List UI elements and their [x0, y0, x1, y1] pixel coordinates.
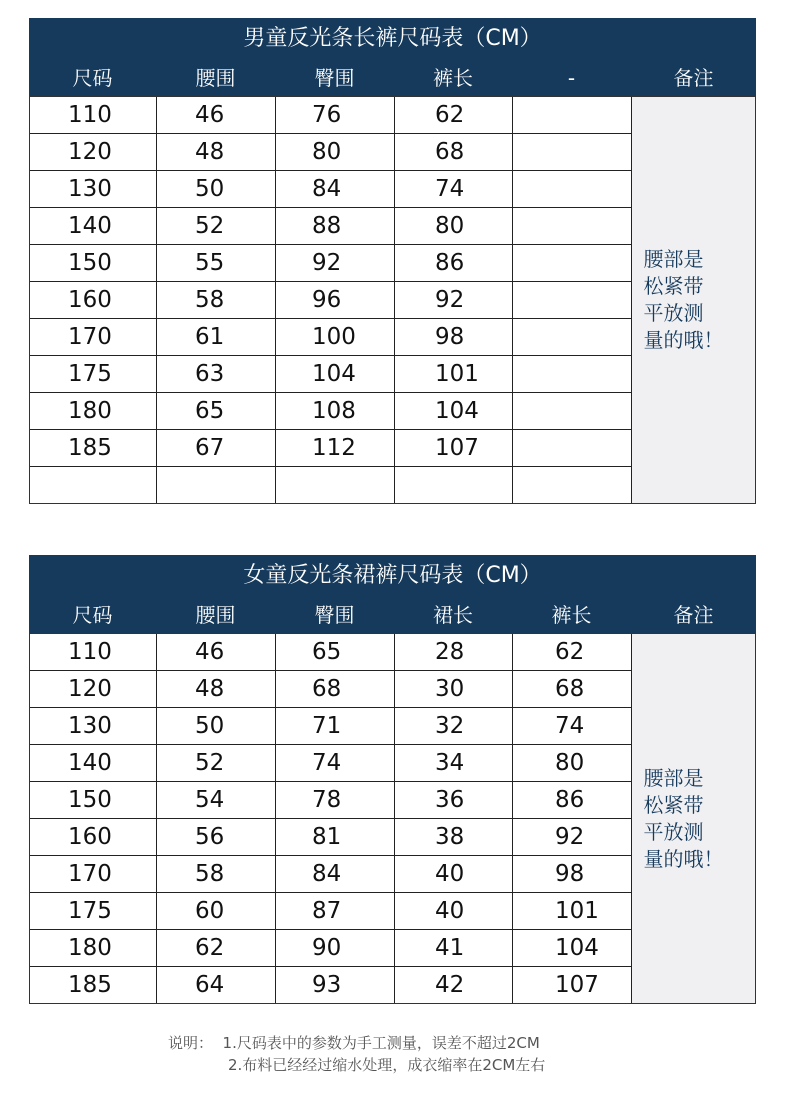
footnote-line-2: 2.布料已经经过缩水处理，成衣缩率在2CM左右	[228, 1056, 546, 1074]
header-hip: 臀围	[314, 603, 355, 627]
table-row	[30, 393, 632, 430]
remarks-text: 腰部是 松紧带 平放测 量的哦！	[643, 765, 724, 871]
table-cell: 104	[395, 393, 513, 429]
table-cell: 107	[513, 967, 632, 1003]
table-cell: 130	[30, 171, 157, 207]
girls-table-title: 女童反光条裙裤尺码表（CM）	[29, 555, 756, 597]
table-cell: 175	[30, 356, 157, 392]
header-waist: 腰围	[195, 66, 236, 90]
table-cell: 36	[395, 782, 513, 818]
table-cell: 28	[395, 634, 513, 670]
table-cell: 48	[157, 671, 276, 707]
table-cell: 32	[395, 708, 513, 744]
table-cell: 98	[513, 856, 632, 892]
table-cell: 101	[395, 356, 513, 392]
header-pants-length: 裤长	[433, 66, 473, 90]
table-cell: 120	[30, 134, 157, 170]
table-cell: 64	[157, 967, 276, 1003]
table-cell: 48	[157, 134, 276, 170]
table-cell: 110	[30, 634, 157, 670]
table-cell	[395, 467, 513, 503]
footnote	[168, 1032, 545, 1076]
table-cell	[513, 282, 632, 318]
table-cell: 104	[513, 930, 632, 966]
table-row	[30, 245, 632, 282]
table-cell: 65	[157, 393, 276, 429]
table-cell: 50	[157, 171, 276, 207]
girls-rows	[30, 634, 632, 1003]
table-cell: 92	[395, 282, 513, 318]
table-row	[30, 708, 632, 745]
table-cell: 34	[395, 745, 513, 781]
table-cell: 120	[30, 671, 157, 707]
boys-table-body	[29, 96, 756, 504]
header-size: 尺码	[72, 66, 113, 90]
table-cell: 90	[276, 930, 395, 966]
table-row	[30, 819, 632, 856]
table-cell: 150	[30, 782, 157, 818]
table-cell: 46	[157, 634, 276, 670]
table-cell: 170	[30, 856, 157, 892]
table-cell: 180	[30, 930, 157, 966]
table-cell	[513, 134, 632, 170]
table-cell: 63	[157, 356, 276, 392]
header-blank: -	[567, 66, 576, 90]
table-cell: 58	[157, 282, 276, 318]
table-row	[30, 967, 632, 1003]
table-row	[30, 634, 632, 671]
table-cell: 88	[276, 208, 395, 244]
table-cell: 93	[276, 967, 395, 1003]
table-cell: 185	[30, 967, 157, 1003]
table-cell: 68	[276, 671, 395, 707]
table-cell: 170	[30, 319, 157, 355]
table-row	[30, 171, 632, 208]
table-cell: 84	[276, 856, 395, 892]
girls-table-header	[29, 597, 756, 633]
table-cell	[513, 208, 632, 244]
footnote-line-1: 说明： 1.尺码表中的参数为手工测量，误差不超过2CM	[168, 1034, 540, 1052]
table-cell: 67	[157, 430, 276, 466]
table-cell: 92	[276, 245, 395, 281]
table-cell: 130	[30, 708, 157, 744]
table-cell	[157, 467, 276, 503]
table-cell: 60	[157, 893, 276, 929]
header-remarks: 备注	[673, 603, 714, 627]
table-cell: 140	[30, 745, 157, 781]
table-cell: 101	[513, 893, 632, 929]
table-row	[30, 671, 632, 708]
table-cell: 38	[395, 819, 513, 855]
table-cell: 96	[276, 282, 395, 318]
table-row	[30, 856, 632, 893]
table-row	[30, 282, 632, 319]
table-cell: 108	[276, 393, 395, 429]
table-cell	[513, 97, 632, 133]
header-size: 尺码	[72, 603, 113, 627]
table-cell: 80	[395, 208, 513, 244]
table-cell: 40	[395, 893, 513, 929]
table-cell	[276, 467, 395, 503]
table-cell: 185	[30, 430, 157, 466]
table-cell: 61	[157, 319, 276, 355]
table-cell: 104	[276, 356, 395, 392]
table-cell	[513, 245, 632, 281]
table-cell: 140	[30, 208, 157, 244]
table-cell: 80	[276, 134, 395, 170]
table-cell: 41	[395, 930, 513, 966]
table-cell: 150	[30, 245, 157, 281]
table-cell: 110	[30, 97, 157, 133]
table-cell	[513, 356, 632, 392]
table-row	[30, 893, 632, 930]
table-cell	[513, 467, 632, 503]
table-cell: 81	[276, 819, 395, 855]
table-cell: 87	[276, 893, 395, 929]
table-cell: 98	[395, 319, 513, 355]
table-cell: 46	[157, 97, 276, 133]
table-cell	[30, 467, 157, 503]
table-cell: 76	[276, 97, 395, 133]
girls-table-body	[29, 633, 756, 1004]
table-cell: 30	[395, 671, 513, 707]
table-cell: 62	[157, 930, 276, 966]
table-row	[30, 97, 632, 134]
table-cell: 62	[513, 634, 632, 670]
table-cell: 50	[157, 708, 276, 744]
header-remarks: 备注	[673, 66, 714, 90]
header-hip: 臀围	[314, 66, 355, 90]
table-cell	[513, 393, 632, 429]
table-cell: 160	[30, 282, 157, 318]
table-cell: 52	[157, 745, 276, 781]
table-cell: 55	[157, 245, 276, 281]
table-cell	[513, 171, 632, 207]
table-cell: 80	[513, 745, 632, 781]
table-cell: 54	[157, 782, 276, 818]
table-cell: 56	[157, 819, 276, 855]
boys-rows	[30, 97, 632, 503]
table-cell: 40	[395, 856, 513, 892]
table-cell: 112	[276, 430, 395, 466]
table-row	[30, 430, 632, 467]
table-cell: 58	[157, 856, 276, 892]
table-cell: 100	[276, 319, 395, 355]
table-cell: 52	[157, 208, 276, 244]
table-cell: 74	[395, 171, 513, 207]
table-row	[30, 356, 632, 393]
table-cell: 74	[513, 708, 632, 744]
table-cell: 42	[395, 967, 513, 1003]
remarks-text: 腰部是 松紧带 平放测 量的哦！	[643, 247, 724, 352]
table-cell	[513, 319, 632, 355]
table-cell: 62	[395, 97, 513, 133]
table-row	[30, 208, 632, 245]
girls-remarks-cell	[632, 634, 755, 1003]
table-row	[30, 134, 632, 171]
header-skirt-length: 裙长	[433, 603, 473, 627]
table-cell: 68	[395, 134, 513, 170]
table-cell: 78	[276, 782, 395, 818]
table-row	[30, 467, 632, 503]
table-cell: 71	[276, 708, 395, 744]
table-cell: 92	[513, 819, 632, 855]
table-cell: 68	[513, 671, 632, 707]
table-row	[30, 319, 632, 356]
boys-size-table	[29, 18, 756, 504]
boys-table-title: 男童反光条长裤尺码表（CM）	[29, 18, 756, 60]
table-cell: 86	[513, 782, 632, 818]
table-cell: 107	[395, 430, 513, 466]
table-cell: 74	[276, 745, 395, 781]
table-row	[30, 930, 632, 967]
table-cell: 160	[30, 819, 157, 855]
table-cell: 84	[276, 171, 395, 207]
table-cell: 175	[30, 893, 157, 929]
header-waist: 腰围	[195, 603, 236, 627]
boys-remarks-cell	[632, 97, 755, 503]
header-pants-length: 裤长	[551, 603, 592, 627]
table-row	[30, 782, 632, 819]
boys-table-header	[29, 60, 756, 96]
table-cell	[513, 430, 632, 466]
table-cell: 65	[276, 634, 395, 670]
table-cell: 180	[30, 393, 157, 429]
table-cell: 86	[395, 245, 513, 281]
table-row	[30, 745, 632, 782]
girls-size-table	[29, 555, 756, 1004]
